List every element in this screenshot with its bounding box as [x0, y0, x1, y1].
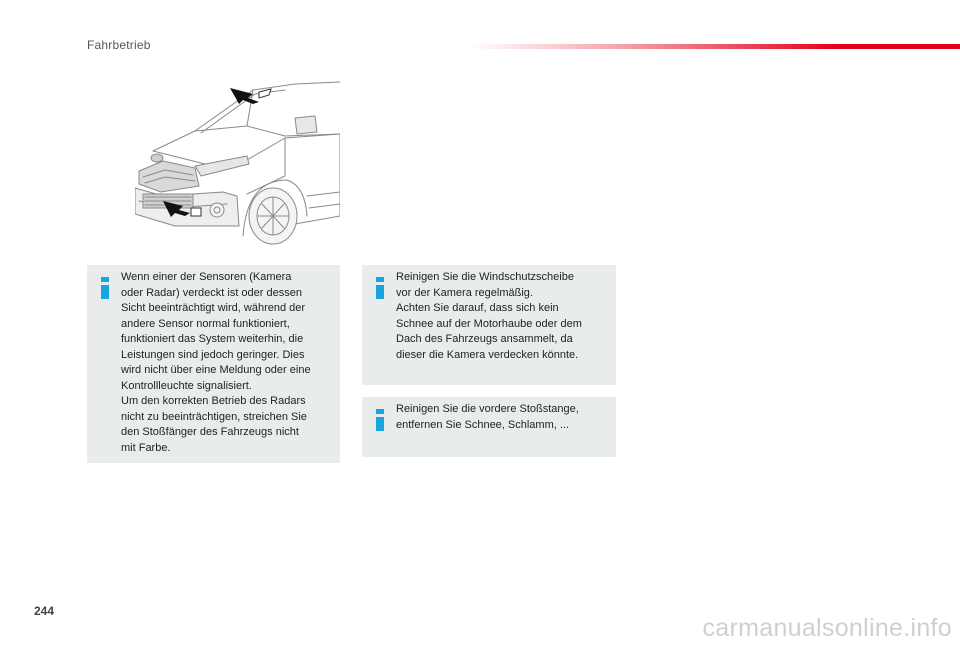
header-accent-bar [470, 44, 960, 49]
info-note-sensor-obstruction [87, 265, 340, 463]
info-icon [376, 277, 384, 299]
note-text: Reinigen Sie die Windschutzscheibe vor der Kamera regelmäßig. Achten Sie darauf, dass sich kein Schnee auf der Motorhaube oder dem Dach des Fahrzeugs ansammelt, da dieser die Kamera verdecken könnte. [396, 271, 582, 361]
info-note-bumper-cleaning [362, 397, 616, 457]
van-illustration [135, 76, 340, 246]
info-icon [376, 409, 384, 431]
watermark: carmanualsonline.info [702, 614, 952, 642]
info-icon [101, 277, 109, 299]
page-number: 244 [34, 604, 55, 618]
info-note-windshield-cleaning [362, 265, 616, 385]
note-text: Reinigen Sie die vordere Stoßstange, entfernen Sie Schnee, Schlamm, ... [396, 403, 579, 431]
note-text: Wenn einer der Sensoren (Kamera oder Radar) verdeckt ist oder dessen Sicht beeinträchtigt wird, während der andere Sensor normal funktioniert, funktioniert das System weiterhin, die Leistungen sind jedoch geringer. Dies wird nicht über eine Meldung oder eine Kontrollleuchte signalisiert. Um den korrekten Betrieb des Radars nicht zu beeinträchtigen, streichen Sie den Stoßfänger des Fahrzeugs nicht mit Farbe. [121, 271, 311, 454]
section-title: Fahrbetrieb [87, 38, 151, 52]
